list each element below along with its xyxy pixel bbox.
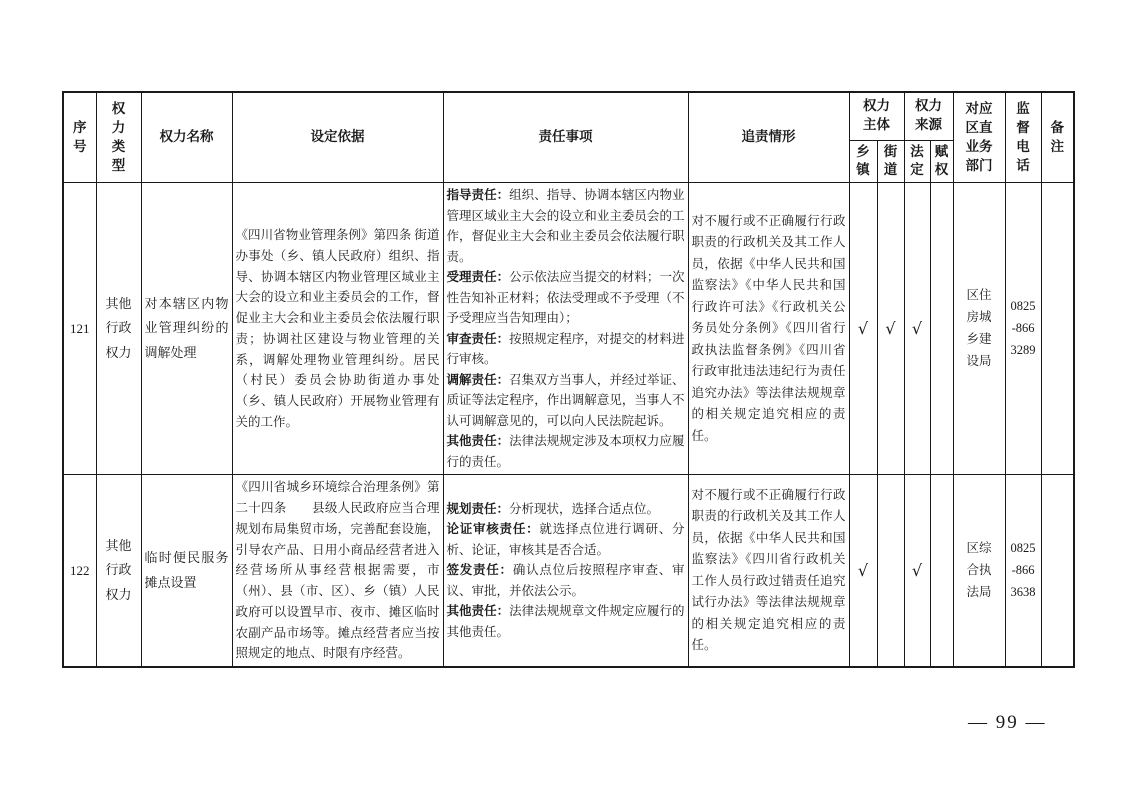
duty-text: 法律法规规章文件规定应履行的其他责任。 [446,604,685,639]
power-list-table-container [62,91,1075,668]
cell-township-check: √ [849,475,877,667]
cell-seq: 122 [63,475,96,667]
cell-duty-items [443,475,688,667]
cell-seq: 121 [63,183,96,475]
duty-item [447,601,685,642]
header-duty-items-label: 责任事项 [538,129,593,145]
cell-street-check [877,475,904,667]
department-text: 区住房城乡建设局 [966,288,992,368]
duty-item [447,499,685,520]
table-row [63,183,1074,475]
cell-power-type [96,183,141,475]
duty-label: 论证审核责任： [446,522,540,537]
duty-label: 规划责任： [446,501,510,516]
duty-label: 受理责任： [446,270,510,285]
cell-power-name: 临时便民服务摊点设置 [141,475,232,667]
header-power-source [904,92,953,140]
header-department-label: 对应区直业务部门 [965,100,993,173]
power-list-table [62,91,1075,668]
header-phone [1005,92,1041,183]
duty-text: 召集双方当事人，并经过举证、质证等法定程序，作出调解意见，当事人不认可调解意见的，可以向人民法院起诉。 [446,372,685,428]
duty-item [447,185,685,267]
cell-legal-basis: 《四川省物业管理条例》第四条 街道办事处（乡、镇人民政府）组织、指导、协调本辖区内物业管理区域业主大会的设立和业主委员会的工作，督促业主大会和业主委员会依法履行职责；协调社区建设与物业管理的关系，调解处理物业管理纠纷。居民（村民）委员会协助街道办事处（乡、镇人民政府）开展物业管理有关的工作。 [232,183,443,475]
department-text: 区综合执法局 [966,540,992,599]
header-seq [63,92,96,183]
header-remark [1041,92,1074,183]
table-row [63,475,1074,667]
header-row-1 [63,92,1074,140]
duty-label: 签发责任： [446,563,513,578]
duty-label: 其他责任： [446,604,510,619]
header-power-subject [849,92,904,140]
cell-legal-basis: 《四川省城乡环境综合治理条例》第二十四条 县级人民政府应当合理规划布局集贸市场，完善配套设施，引导农产品、日用小商品经营者进入经营场所从事经营根据需要，市（州）、县（市、区）、乡（镇）人民政府可以设置早市、夜市、摊区临时农副产品市场等。摊点经营者应当按照规定的地点、时限有序经营。 [232,475,443,667]
cell-department [953,475,1005,667]
page-number: — 99 — [968,712,1047,733]
header-power-type [96,92,141,183]
header-street-label: 街道 [883,143,898,178]
duty-item [447,370,685,432]
cell-statutory-check: √ [904,475,930,667]
header-street [877,140,904,183]
header-accountability [688,92,849,183]
cell-empowered-check [930,475,953,667]
duty-text: 法律法规规定涉及本项权力应履行的责任。 [446,434,685,469]
duty-item [447,560,685,601]
cell-remark [1041,475,1074,667]
cell-remark [1041,183,1074,475]
header-department [953,92,1005,183]
cell-township-check: √ [849,183,877,475]
header-power-name [141,92,232,183]
header-seq-label: 序号 [72,119,87,154]
cell-department [953,183,1005,475]
phone-text: 0825-8663638 [1010,540,1036,599]
header-duty-items [443,92,688,183]
header-power-source-label: 权力来源 [915,98,943,133]
duty-text: 就选择点位进行调研、分析、论证，审核其是否合适。 [446,522,685,557]
duty-label: 审查责任： [446,331,510,346]
cell-power-name: 对本辖区内物业管理纠纷的调解处理 [141,183,232,475]
cell-accountability: 对不履行或不正确履行行政职责的行政机关及其工作人员，依据《中华人民共和国监察法》《四川省行政机关工作人员行政过错责任追究试行办法》等法律法规规章的相关规定追究相应的责任。 [688,475,849,667]
header-empowered [930,140,953,183]
cell-duty-items [443,183,688,475]
phone-text: 0825-8663289 [1010,298,1036,357]
duty-item [447,431,685,472]
header-phone-label: 监督电话 [1016,100,1030,173]
duty-label: 其他责任： [446,434,510,449]
duty-text: 分析现状，选择合适点位。 [509,501,660,516]
header-statutory [904,140,930,183]
header-remark-label: 备注 [1050,119,1065,154]
header-township [849,140,877,183]
header-legal-basis-label: 设定依据 [310,129,365,145]
header-statutory-label: 法定 [910,143,924,178]
header-township-label: 乡镇 [856,143,870,178]
cell-statutory-check: √ [904,183,930,475]
cell-street-check: √ [877,183,904,475]
duty-item [447,267,685,329]
duty-text: 按照规定程序，对提交的材料进行审核。 [446,331,685,367]
header-power-type-label: 权力类型 [111,100,126,173]
header-power-subject-label: 权力主体 [863,98,890,133]
header-empowered-label: 赋权 [934,143,949,178]
power-type-text: 其他行政权力 [105,295,132,361]
duty-text: 确认点位后按照程序审查、审议、审批，并依法公示。 [446,563,685,598]
header-accountability-label: 追责情形 [741,129,796,145]
duty-text: 组织、指导、协调本辖区内物业管理区域业主大会的设立和业主委员会的工作，督促业主大会和业主委员会依法履行职责。 [446,188,685,264]
cell-accountability: 对不履行或不正确履行行政职责的行政机关及其工作人员，依据《中华人民共和国监察法》《中华人民共和国行政许可法》《行政机关公务员处分条例》《四川省行政执法监督条例》《四川省行政审批违法违纪行为责任追究办法》等法律法规规章的相关规定追究相应的责任。 [688,183,849,475]
header-power-name-label: 权力名称 [159,129,214,145]
duty-item [447,519,685,560]
cell-phone [1005,475,1041,667]
header-legal-basis [232,92,443,183]
cell-phone [1005,183,1041,475]
cell-empowered-check [930,183,953,475]
power-type-text: 其他行政权力 [105,537,132,602]
duty-item [447,329,685,370]
duty-label: 调解责任： [446,372,510,387]
duty-text: 公示依法应当提交的材料；一次性告知补正材料；依法受理或不予受理（不予受理应当告知理由）； [446,270,685,326]
cell-power-type [96,475,141,667]
duty-label: 指导责任： [446,188,510,203]
